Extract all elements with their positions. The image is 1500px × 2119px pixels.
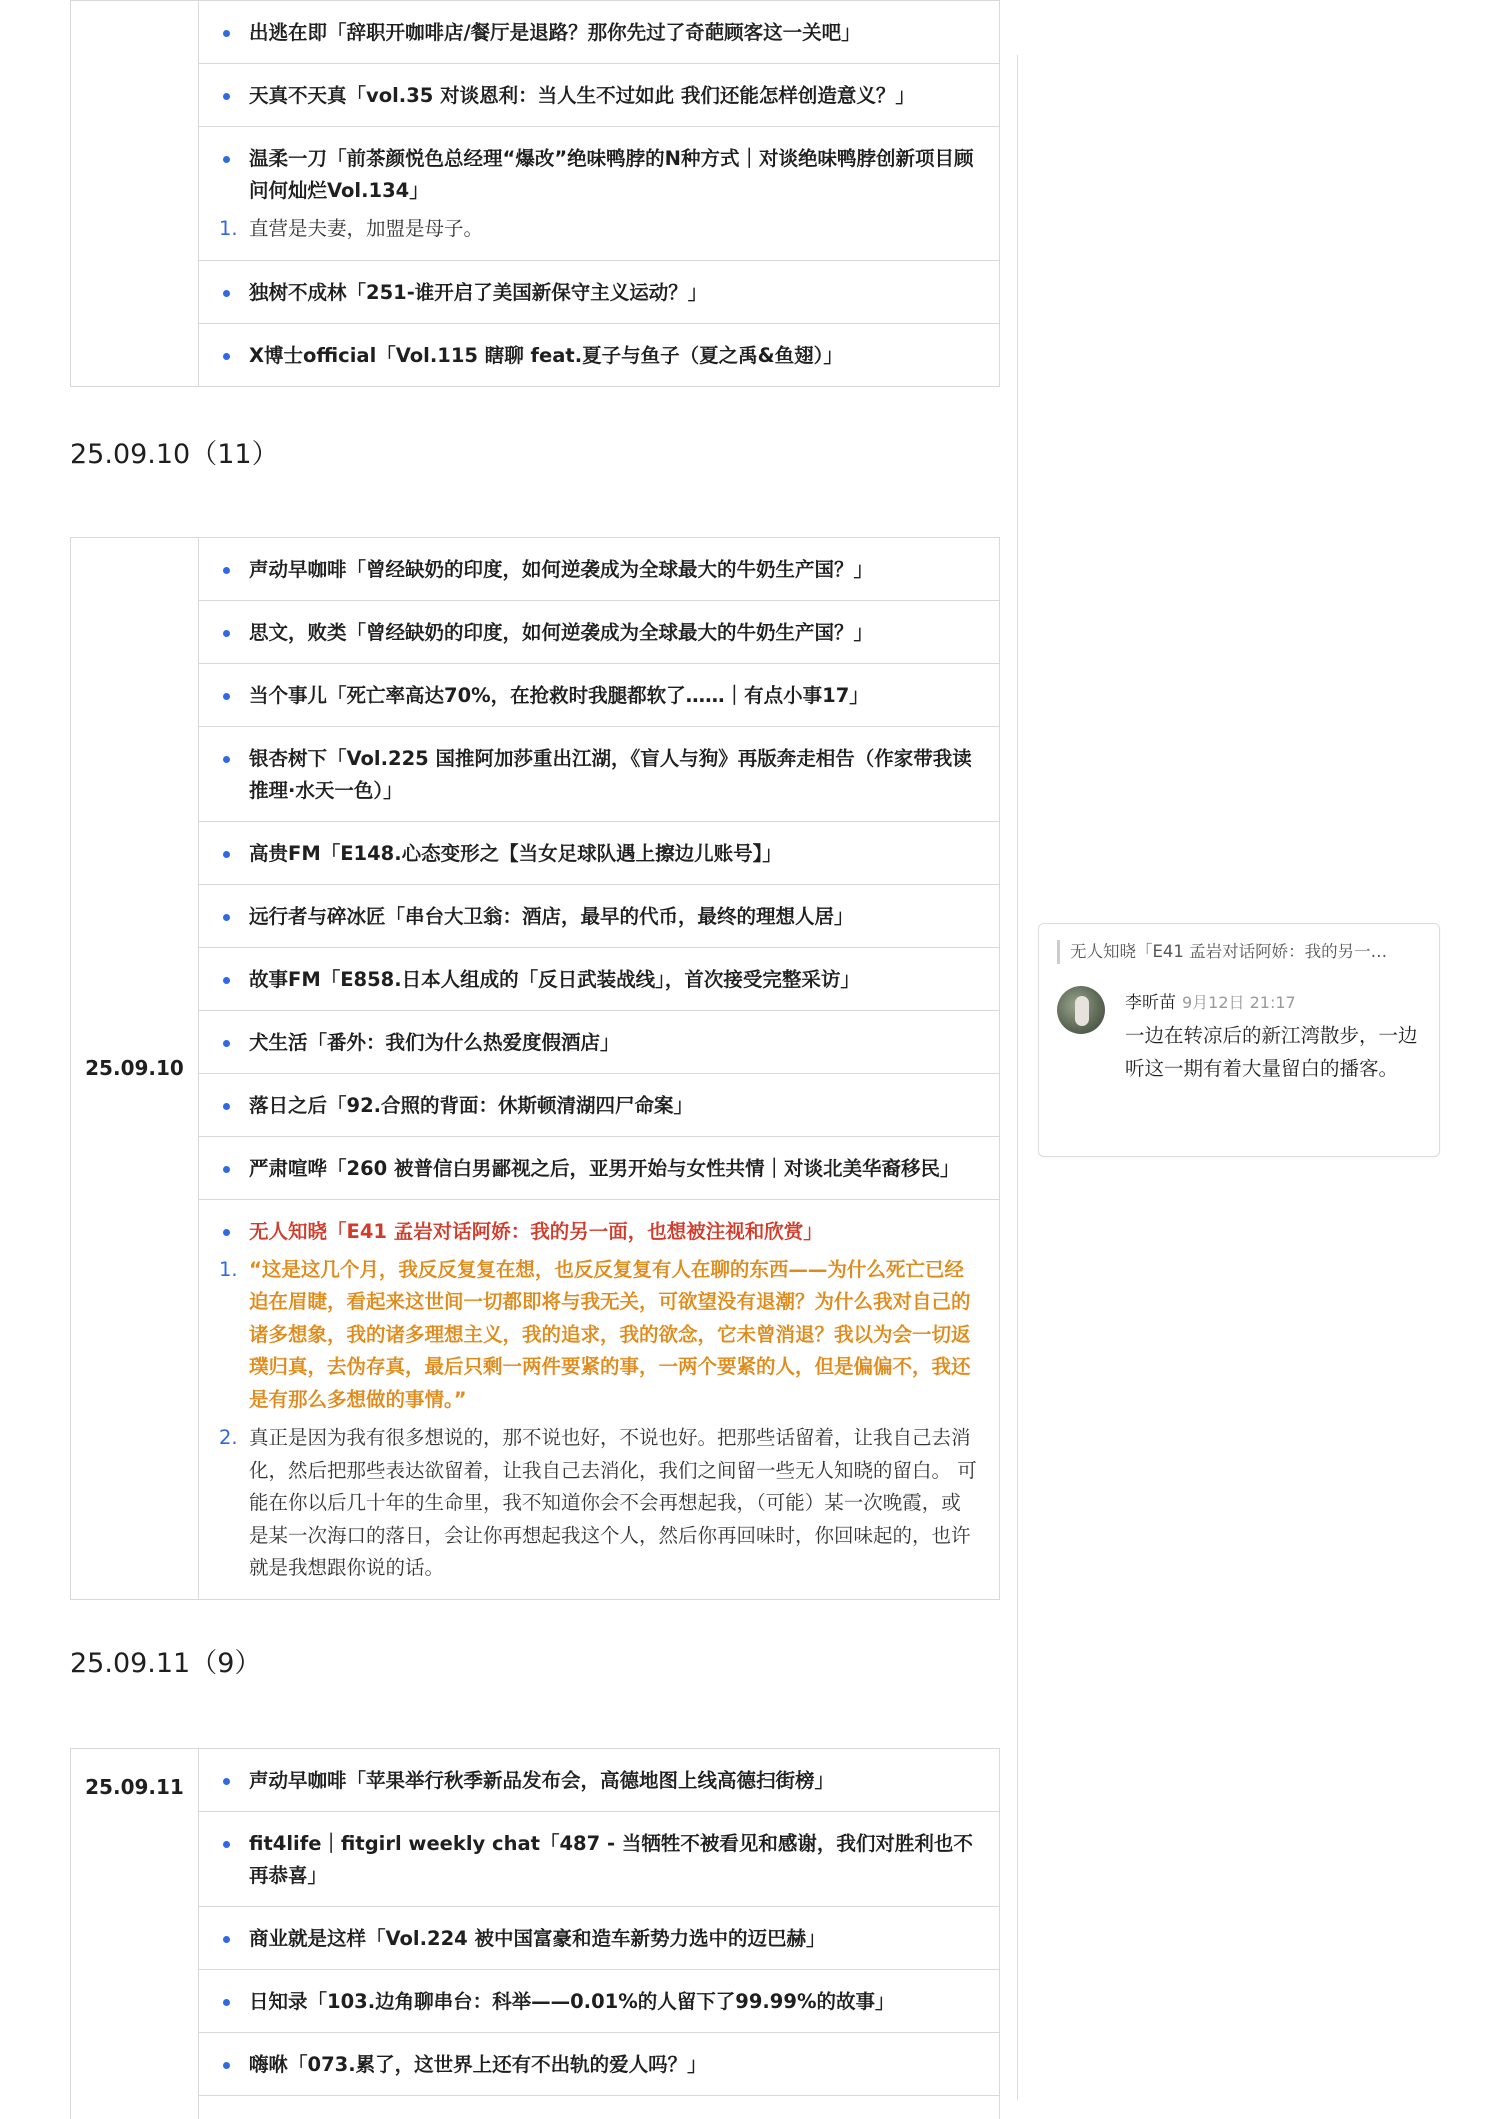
entry-cell [199, 260, 1000, 323]
note-number: 1. [219, 1257, 238, 1281]
comment-quote[interactable]: 无人知晓「E41 孟岩对话阿娇：我的另一… [1057, 940, 1423, 964]
table-row [71, 1199, 1000, 1599]
table-0910 [70, 537, 1000, 1600]
avatar[interactable] [1057, 986, 1105, 1034]
episode-title: X博士official「Vol.115 瞎聊 feat.夏子与鱼子（夏之禹&鱼翅）」 [219, 340, 979, 372]
table-row [71, 663, 1000, 726]
episode-title: 温柔一刀「前茶颜悦色总经理“爆改”绝味鸭脖的N种方式｜对谈绝味鸭脖创新项目顾问何灿烂Vol.134」 [219, 143, 979, 207]
table-row [71, 2095, 1000, 2119]
entry-cell [199, 600, 1000, 663]
table-row [71, 821, 1000, 884]
episode-note [219, 1422, 979, 1585]
episode-title: 思文，败类「曾经缺奶的印度，如何逆袭成为全球最大的牛奶生产国？」 [219, 617, 979, 649]
episode-title: 独树不成林「251-谁开启了美国新保守主义运动？」 [219, 277, 979, 309]
comment-card[interactable] [1038, 923, 1440, 1157]
table-row [71, 260, 1000, 323]
entry-cell [199, 1073, 1000, 1136]
note-text: 直营是夫妻，加盟是母子。 [249, 217, 484, 240]
episode-title: 高贵FM「E148.心态变形之【当女足球队遇上擦边儿账号】」 [219, 838, 979, 870]
episode-title: 严肃喧哗「260 被普信白男鄙视之后，亚男开始与女性共情｜对谈北美华裔移民」 [219, 1153, 979, 1185]
entry-cell [199, 947, 1000, 1010]
document-body [70, 0, 1000, 2119]
entry-cell [199, 821, 1000, 884]
comment-time: 9月12日 21:17 [1182, 993, 1296, 1012]
comment-gutter-line [1017, 55, 1018, 2100]
episode-title: 商业就是这样「Vol.224 被中国富豪和造车新势力选中的迈巴赫」 [219, 1923, 979, 1955]
table-row [71, 1136, 1000, 1199]
table-row [71, 1, 1000, 64]
comment-author: 李昕苗 [1125, 993, 1176, 1013]
episode-title: 声动早咖啡「苹果举行秋季新品发布会，高德地图上线高德扫街榜」 [219, 1765, 979, 1797]
entry-cell [199, 1811, 1000, 1906]
comment-author-line [1125, 988, 1296, 1013]
episode-title: 声动早咖啡「曾经缺奶的印度，如何逆袭成为全球最大的牛奶生产国？」 [219, 554, 979, 586]
note-number: 1. [219, 217, 238, 240]
entry-cell-empty [199, 2095, 1000, 2119]
entry-cell [199, 663, 1000, 726]
table-row [71, 884, 1000, 947]
episode-title: 出逃在即「辞职开咖啡店/餐厅是退路？那你先过了奇葩顾客这一关吧」 [219, 17, 979, 49]
note-text: 真正是因为我有很多想说的，那不说也好，不说也好。把那些话留着，让我自己去消化，然后把那些表达欲留着，让我自己去消化，我们之间留一些无人知晓的留白。 可能在你以后几十年的生命里，我不知道你会不会再想起我，（可能）某一次晚霞，或是某一次海口的落日，会让你再想起我这个人，然后你再回味时，你回味起的，也许就是我想跟你说的话。 [249, 1426, 977, 1579]
episode-title-commented[interactable]: 无人知晓「E41 孟岩对话阿娇：我的另一面，也想被注视和欣赏」 [219, 1216, 979, 1248]
entry-cell [199, 1, 1000, 64]
entry-cell [199, 1906, 1000, 1969]
episode-title: 远行者与碎冰匠「串台大卫翁：酒店，最早的代币，最终的理想人居」 [219, 901, 979, 933]
note-text: “这是这几个月，我反反复复在想，也反反复复有人在聊的东西——为什么死亡已经迫在眉睫，看起来这世间一切都即将与我无关，可欲望没有退潮？为什么我对自己的诸多想象，我的诸多理想主义，我的追求，我的欲念，它未曾消退？我以为会一切返璞归真，去伪存真，最后只剩一两件要紧的事，一两个要紧的人，但是偏偏不，我还是有那么多想做的事情。” [249, 1257, 971, 1411]
episode-title: 故事FM「E858.日本人组成的「反日武装战线」，首次接受完整采访」 [219, 964, 979, 996]
table-row [71, 1073, 1000, 1136]
date-cell-empty [71, 1, 199, 387]
table-row [71, 600, 1000, 663]
episode-title: 天真不天真「vol.35 对谈恩利：当人生不过如此 我们还能怎样创造意义？」 [219, 80, 979, 112]
entry-cell [199, 323, 1000, 386]
episode-title: 当个事儿「死亡率高达70%，在抢救时我腿都软了……｜有点小事17」 [219, 680, 979, 712]
comment-body: 一边在转凉后的新江湾散步，一边听这一期有着大量留白的播客。 [1125, 1024, 1418, 1080]
entry-cell [199, 127, 1000, 261]
entry-cell [199, 726, 1000, 821]
episode-title: 犬生活「番外：我们为什么热爱度假酒店」 [219, 1027, 979, 1059]
entry-cell [199, 2032, 1000, 2095]
table-row [71, 726, 1000, 821]
episode-title: 嗨咻「073.累了，这世界上还有不出轨的爱人吗？」 [219, 2049, 979, 2081]
table-row [71, 537, 1000, 600]
table-row [71, 2032, 1000, 2095]
episode-title: 日知录「103.边角聊串台：科举——0.01%的人留下了99.99%的故事」 [219, 1986, 979, 2018]
entry-cell [199, 1969, 1000, 2032]
table-row [71, 127, 1000, 261]
episode-title: fit4life｜fitgirl weekly chat「487 - 当牺牲不被看见和感谢，我们对胜利也不再恭喜」 [219, 1828, 979, 1892]
entry-cell [199, 1748, 1000, 1811]
entry-cell [199, 1136, 1000, 1199]
episode-title: 落日之后「92.合照的背面：休斯顿清湖四尸命案」 [219, 1090, 979, 1122]
episode-note [219, 213, 979, 246]
table-row [71, 323, 1000, 386]
table-row [71, 1748, 1000, 1811]
date-cell: 25.09.11 [71, 1748, 199, 2119]
entry-cell-highlighted [199, 1199, 1000, 1599]
entry-cell [199, 537, 1000, 600]
section-heading-0911: 25.09.11（9） [70, 1647, 262, 1679]
entry-cell [199, 64, 1000, 127]
entry-cell [199, 884, 1000, 947]
table-row [71, 1969, 1000, 2032]
table-row [71, 1010, 1000, 1073]
section-heading-0910: 25.09.10（11） [70, 438, 279, 470]
episode-title: 银杏树下「Vol.225 国推阿加莎重出江湖，《盲人与狗》再版奔走相告（作家带我读推理·水天一色）」 [219, 743, 979, 807]
table-row [71, 64, 1000, 127]
entry-cell [199, 1010, 1000, 1073]
date-cell: 25.09.10 [71, 537, 199, 1599]
table-0909-continued [70, 0, 1000, 387]
table-0911 [70, 1748, 1000, 2119]
episode-quote-note [219, 1254, 979, 1417]
table-row [71, 1906, 1000, 1969]
table-row [71, 1811, 1000, 1906]
table-row [71, 947, 1000, 1010]
note-number: 2. [219, 1426, 238, 1449]
